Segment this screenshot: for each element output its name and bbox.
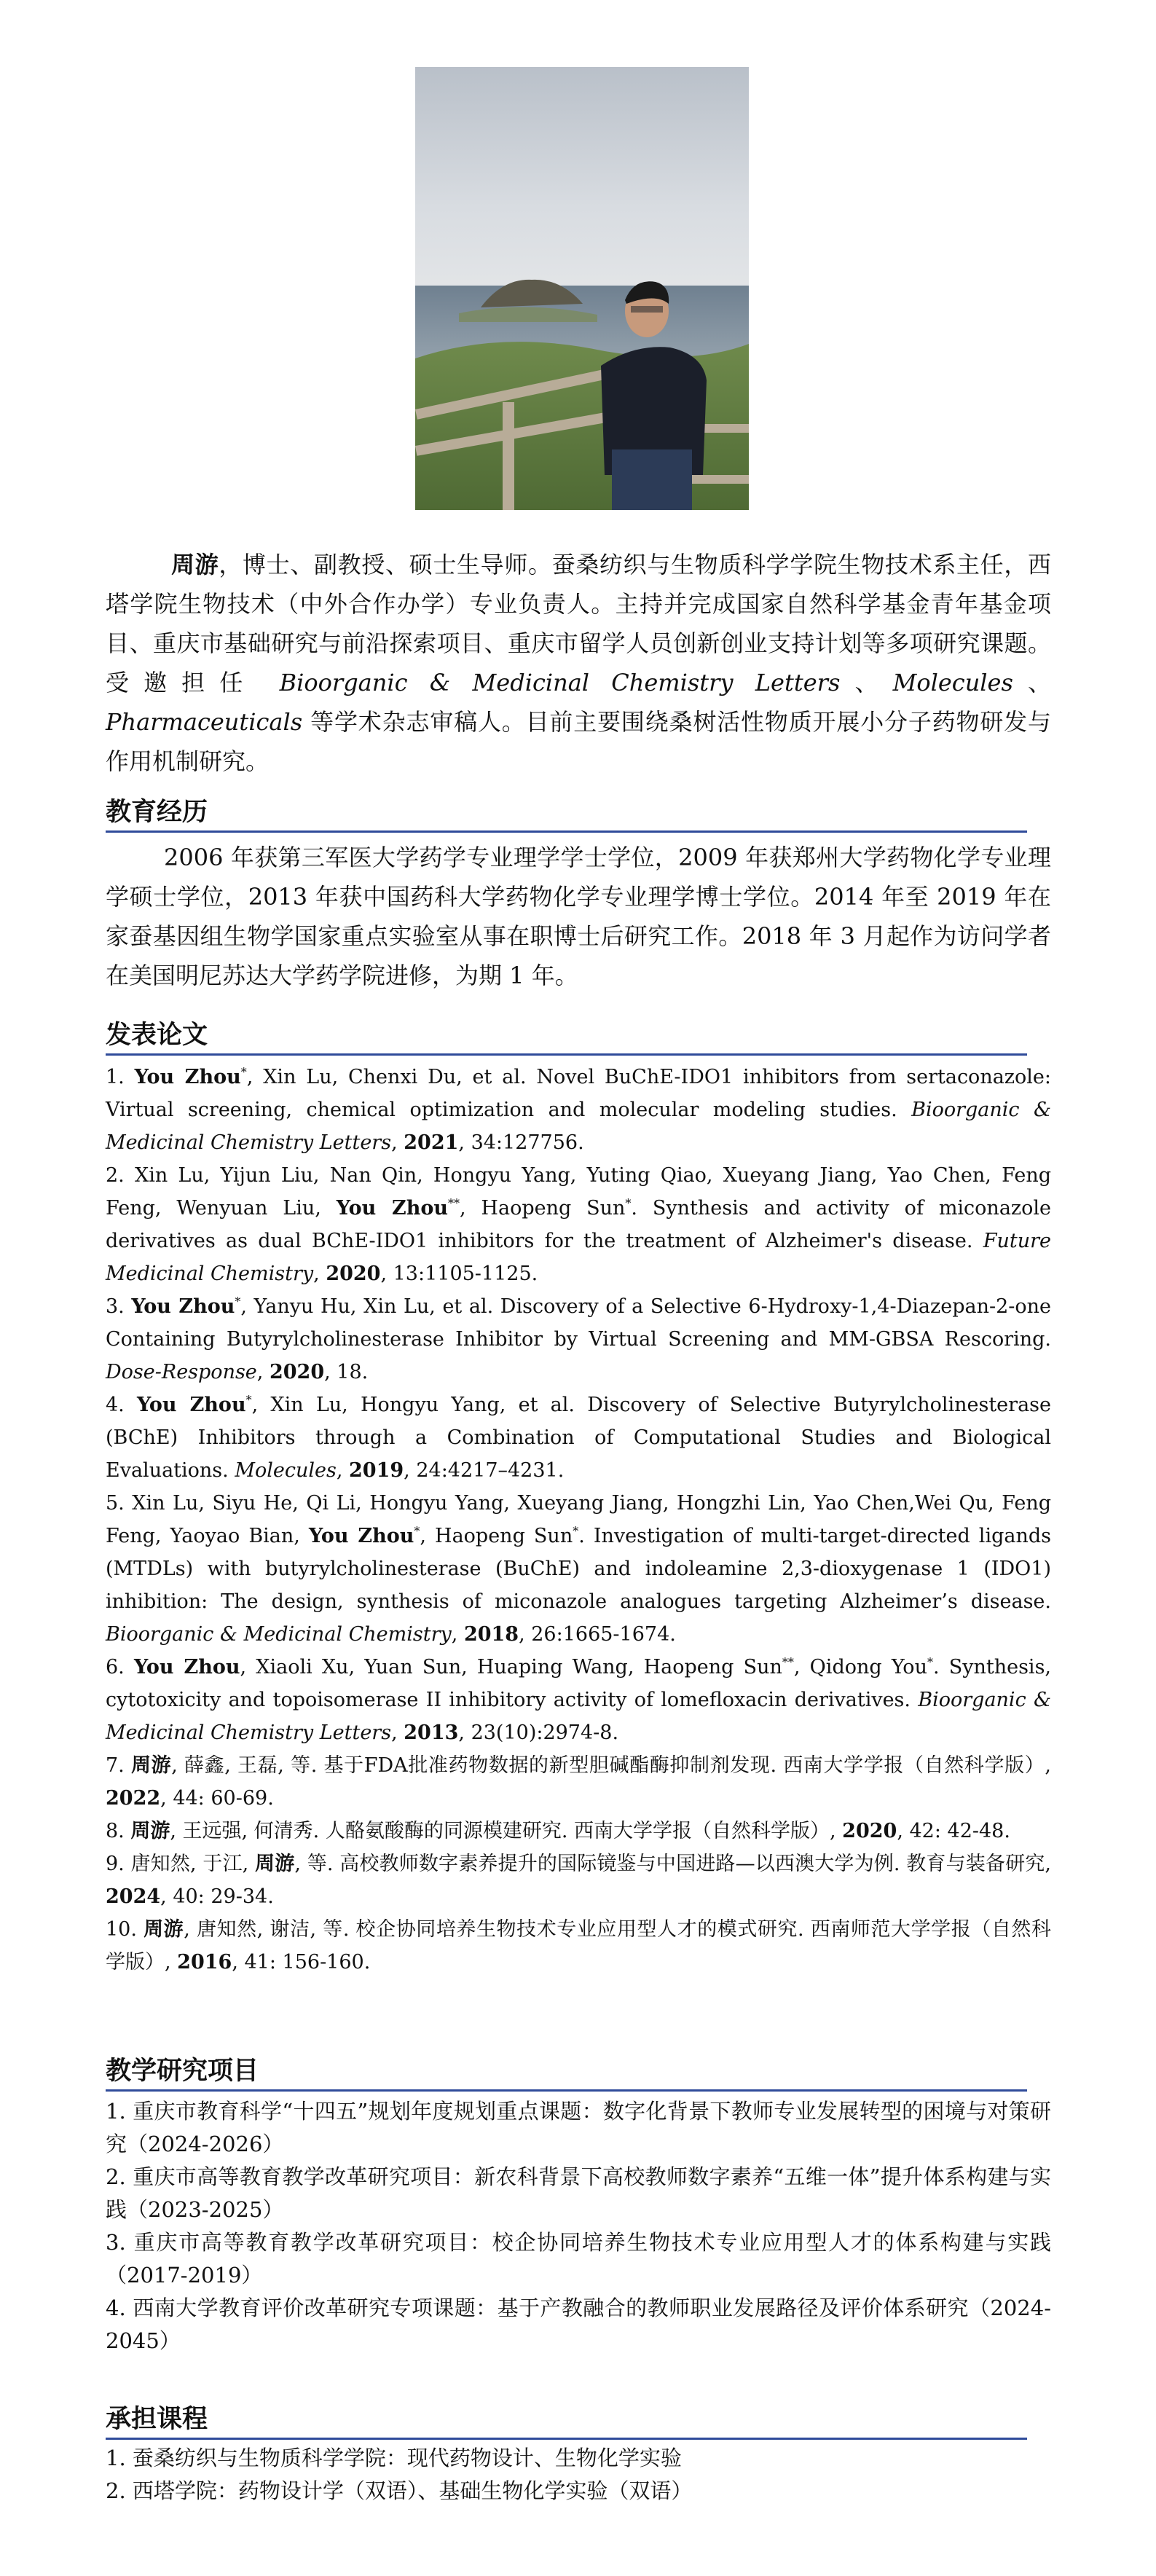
publication-run: 周游 [130,1754,172,1777]
publication-item [106,1159,1051,1290]
publication-run: 2016 [177,1951,232,1974]
publication-run: 1. [106,1066,135,1088]
project-item: 1. 重庆市教育科学“十四五”规划年度规划重点课题：数字化背景下教师专业发展转型的困境与对策研究（2024-2026） [106,2099,1051,2156]
intro-run: Molecules [892,669,1013,696]
intro-run: ，博士、副教授、硕士生导师。蚕桑纺织与生物质科学学院生物技术系主任，西塔学院生物技术（中外合作办学）专业负责人。主持并完成国家自然科学基金青年基金项目、重庆市基础研究与前沿探索项目、重庆市留学人员创新创业支持计划等多项研究课题。受邀担任 [106,551,1051,696]
publication-item [106,1290,1051,1389]
publication-run: ** [782,1655,794,1669]
publication-run: , [451,1623,464,1646]
publication-run: 周游 [143,1918,184,1941]
publication-run: . Investigation of multi-target-directed ligands (MTDLs) with butyrylcholinesterase (BuChE) and indoleamine 2,3-dioxygenase 1 (IDO1) inhibition: The design, synthesis of miconazole analogues targeting Alzheimer’s disease. [106,1525,1051,1613]
publication-run: , 13:1105-1125. [380,1263,538,1285]
publication-run: 2022 [106,1787,161,1810]
publication-run: 2018 [463,1623,519,1646]
publication-run: 2021 [404,1131,459,1154]
publication-run: , Qidong You [793,1656,927,1678]
projects-heading: 教学研究项目 [106,2054,1027,2092]
publication-run: Bioorganic & Medicinal Chemistry Letters [106,1689,1051,1744]
publication-run: 2. Xin Lu, Yijun Liu, Nan Qin, Hongyu Yang, Yuting Qiao, Xueyang Jiang, Yao Chen, Feng Feng, Wenyuan Liu, [106,1164,1051,1220]
publication-run: You Zhou [336,1197,448,1220]
publication-run: * [240,1065,247,1079]
publication-run: . Synthesis and activity of miconazole derivatives as dual BChE-IDO1 inhibitors for the treatment of Alzheimer's disease. [106,1197,1052,1252]
publication-run: 2020 [269,1361,325,1383]
publication-item [106,1061,1051,1159]
publication-run: , [336,1459,350,1482]
publication-run: 2020 [842,1820,897,1842]
intro-run: 、 [1013,669,1051,696]
publication-run: You Zhou [131,1295,235,1318]
publication-run: , [391,1131,404,1154]
publication-run: , 王远强, 何清秀. 人酪氨酸酶的同源模建研究. 西南大学学报（自然科学版）, [170,1820,843,1842]
publication-run: * [625,1196,632,1210]
publication-list [106,1061,1051,1979]
project-list [106,2095,1051,2357]
publications-heading: 发表论文 [106,1018,1027,1056]
publication-run: 3. [106,1295,132,1318]
publication-run: You Zhou [134,1066,241,1088]
publication-run: 2020 [326,1263,381,1285]
course-list [106,2442,1051,2508]
publication-run: , [256,1361,270,1383]
intro-run: 周游 [171,551,219,578]
intro-run: 等学术杂志审稿人。目前主要围绕桑树活性物质开展小分子药物研发与作用机制研究。 [106,708,1051,775]
publication-run: 2013 [404,1721,459,1744]
publication-run: , 26:1665-1674. [519,1623,676,1646]
publication-run: , 等. 高校教师数字素养提升的国际镜鉴与中国进路—以西澳大学为例. 教育与装备研究, [294,1853,1052,1875]
publication-run: . Synthesis, cytotoxicity and topoisomerase II inhibitory activity of lomefloxacin derivatives. [106,1656,1052,1711]
publication-run: Dose-Response [106,1361,257,1383]
publication-run: * [573,1524,579,1538]
publication-item [106,1651,1051,1749]
publication-run: * [235,1295,241,1308]
publication-run: , [313,1263,326,1285]
publication-run: * [414,1524,420,1538]
intro-run: Bioorganic & Medicinal Chemistry Letters [279,669,841,696]
publication-run: , Haopeng Sun [459,1197,626,1220]
publication-run: 周游 [255,1853,295,1875]
publication-run: You Zhou [136,1394,246,1416]
publication-run: , 18. [324,1361,369,1383]
publication-run: Bioorganic & Medicinal Chemistry [106,1623,452,1646]
course-item: 2. 西塔学院：药物设计学（双语）、基础生物化学实验（双语） [106,2478,693,2503]
publication-run: 9. 唐知然, 于江, [106,1853,256,1875]
publication-run: * [927,1655,933,1669]
publication-item [106,1815,1051,1847]
publication-run: Molecules [235,1459,337,1482]
intro-run: Pharmaceuticals [106,708,303,736]
publication-item [106,1389,1051,1487]
publication-run: , Haopeng Sun [420,1525,573,1547]
publication-item [106,1487,1051,1651]
publication-run: 2019 [349,1459,404,1482]
publication-run: 周游 [130,1820,170,1842]
publication-run: You Zhou [308,1525,414,1547]
publication-run: 6. [106,1656,134,1678]
publication-run: 8. [106,1820,131,1842]
publication-run: Bioorganic & Medicinal Chemistry Letters [106,1099,1051,1154]
publication-run: 4. [106,1394,137,1416]
publication-item [106,1847,1051,1913]
publication-run: , 44: 60-69. [160,1787,274,1810]
publication-run: , 唐知然, 谢洁, 等. 校企协同培养生物技术专业应用型人才的模式研究. 西南师范大学学报（自然科学版）, [106,1918,1051,1974]
publication-run: , [391,1721,404,1744]
publication-item [106,1913,1051,1979]
portrait-photo [415,67,749,510]
publication-run: 2024 [106,1885,161,1908]
publication-run: 5. Xin Lu, Siyu He, Qi Li, Hongyu Yang, Xueyang Jiang, Hongzhi Lin, Yao Chen,Wei Qu, Feng Feng, Yaoyao Bian, [106,1492,1051,1547]
education-text: 2006 年获第三军医大学药学专业理学学士学位，2009 年获郑州大学药物化学专业理学硕士学位，2013 年获中国药科大学药物化学专业理学博士学位。2014 年至 2019 年在家蚕基因组生物学国家重点实验室从事在职博士后研究工作。2018 年 3 月起作为访问学者在美国明尼苏达大学药学院进修，为期 1 年。 [106,844,1051,989]
publication-run: 7. [106,1754,131,1777]
project-item: 2. 重庆市高等教育教学改革研究项目：新农科背景下高校教师数字素养“五维一体”提升体系构建与实践（2023-2025） [106,2164,1051,2222]
education-heading: 教育经历 [106,796,1027,833]
publication-run: , 40: 29-34. [160,1885,274,1908]
publication-run: * [245,1393,252,1407]
publication-run: , Xin Lu, Chenxi Du, et al. Novel BuChE-IDO1 inhibitors from sertaconazole: Virtual screening, chemical optimization and molecular modeling studies. [106,1066,1051,1121]
publication-run: , 42: 42-48. [897,1820,1010,1842]
courses-heading: 承担课程 [106,2403,1027,2440]
course-item: 1. 蚕桑纺织与生物质科学学院：现代药物设计、生物化学实验 [106,2446,682,2470]
project-item: 3. 重庆市高等教育教学改革研究项目：校企协同培养生物技术专业应用型人才的体系构建与实践（2017-2019） [106,2230,1051,2288]
publication-run: Future Medicinal Chemistry [106,1230,1051,1285]
publication-run: , Yanyu Hu, Xin Lu, et al. Discovery of a Selective 6-Hydroxy-1,4-Diazepan-2-one Containing Butyrylcholinesterase Inhibitor by Virtual Screening and MM-GBSA Rescoring. [106,1295,1052,1351]
publication-run: You Zhou [133,1656,240,1678]
intro-paragraph [106,545,1051,781]
publication-run: , Xiaoli Xu, Yuan Sun, Huaping Wang, Haopeng Sun [240,1656,782,1678]
publication-run: ** [447,1196,460,1210]
publication-run: , Xin Lu, Hongyu Yang, et al. Discovery of Selective Butyrylcholinesterase (BChE) Inhibitors through a Combination of Computational Studies and Biological Evaluations. [106,1394,1051,1482]
publication-run: 10. [106,1918,144,1941]
publication-item [106,1749,1051,1815]
publication-run: , 34:127756. [458,1131,584,1154]
publication-run: , 23(10):2974-8. [458,1721,619,1744]
publication-run: , 薛鑫, 王磊, 等. 基于FDA批准药物数据的新型胆碱酯酶抑制剂发现. 西南大学学报（自然科学版）, [171,1754,1051,1777]
publication-run: , 41: 156-160. [232,1951,371,1974]
publication-run: , 24:4217–4231. [404,1459,565,1482]
project-item: 4. 西南大学教育评价改革研究专项课题：基于产教融合的教师职业发展路径及评价体系研究（2024-2045） [106,2296,1051,2353]
intro-run: 、 [840,669,893,696]
